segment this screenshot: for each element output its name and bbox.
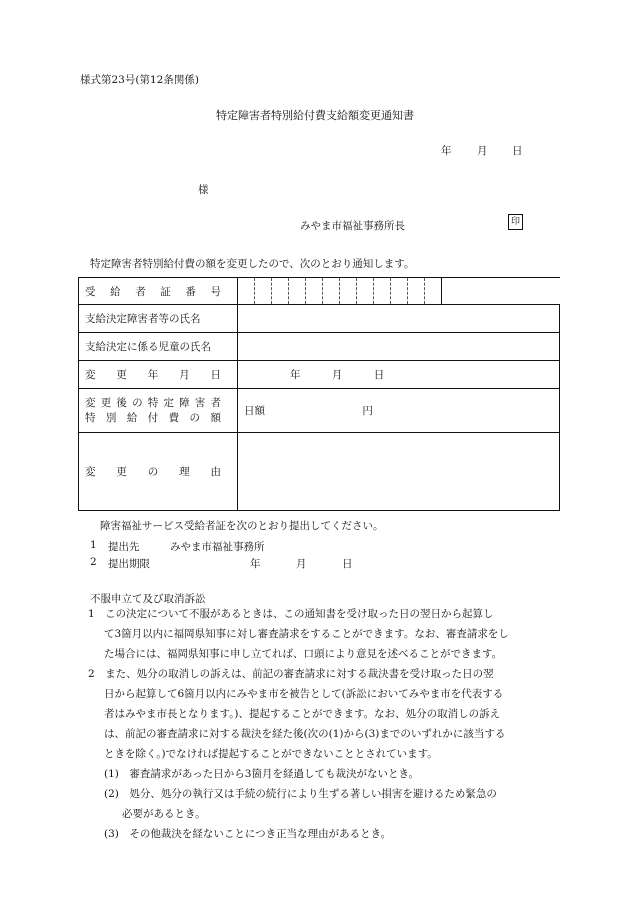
appeal-paragraph-1: 1 この決定について不服があるときは、この通知書を受け取った日の翌日から起算し て3箇月以内に福岡県知事に対し審査請求をすることができます。なお、審査請求をし た場合には、福岡県知事に申し立てれば、口頭により意見を述べることができます。 <box>88 608 509 660</box>
item2-year: 年 <box>250 558 261 570</box>
appeal-paragraph-2: 2 また、処分の取消しの訴えは、前記の審査請求に対する裁決書を受け取った日の翌 日から起算して6箇月以内にみやま市を被告として(訴訟においてみやま市を代表する 者はみやま市長となります。)、提起することができます。なお、処分の取消しの訴え は、前記の審査請求に対する裁決を経た後(次の(1)から(3)までのいずれかに該当する ときを除く。)でなければ提起することができないこととされています。 <box>88 668 506 760</box>
id-digit-box[interactable] <box>391 278 408 304</box>
item1-number: 1 <box>90 539 97 551</box>
id-digit-box[interactable] <box>408 278 425 304</box>
date-month-label: 月 <box>477 145 488 157</box>
id-digit-box[interactable] <box>289 278 306 304</box>
date-day-label: 日 <box>512 145 523 157</box>
reason-label: 変 更 の 理 由 <box>79 433 238 511</box>
item2-number: 2 <box>90 556 97 568</box>
reason-field[interactable] <box>238 433 560 511</box>
issuing-office: みやま市福祉事務所長 <box>300 220 405 232</box>
change-date-field[interactable]: 年 月 日 <box>238 361 560 389</box>
id-digit-box[interactable] <box>374 278 391 304</box>
item2-label: 提出期限 <box>108 558 150 570</box>
child-name-field[interactable] <box>238 333 560 361</box>
id-digit-box[interactable] <box>272 278 289 304</box>
addressee-suffix: 様 <box>198 184 209 196</box>
id-digit-box[interactable] <box>357 278 374 304</box>
person-name-field[interactable] <box>238 305 560 333</box>
seal-mark: 印 <box>508 214 523 230</box>
id-digit-box[interactable] <box>238 278 255 304</box>
id-digit-box[interactable] <box>340 278 357 304</box>
id-digit-box[interactable] <box>306 278 323 304</box>
notice-table <box>78 277 560 511</box>
form-id: 様式第23号(第12条関係) <box>80 74 199 86</box>
date-year-label: 年 <box>441 145 452 157</box>
id-digit-box[interactable] <box>323 278 340 304</box>
person-name-label: 支給決定障害者等の氏名 <box>79 305 238 333</box>
intro-text: 特定障害者特別給付費の額を変更したので、次のとおり通知します。 <box>90 258 415 270</box>
item2-month: 月 <box>296 558 307 570</box>
amount-field[interactable]: 日額 円 <box>238 389 560 433</box>
item1-label: 提出先 <box>108 541 140 553</box>
item1-value: みやま市福祉事務所 <box>170 541 265 553</box>
submission-instruction: 障害福祉サービス受給者証を次のとおり提出してください。 <box>100 520 384 532</box>
appeal-title: 不服申立て及び取消訴訟 <box>90 593 206 605</box>
change-date-label: 変 更 年 月 日 <box>79 361 238 389</box>
amount-label: 変 更 後 の 特 定 障 害 者 特 別 給 付 費 の 額 <box>79 389 238 433</box>
id-digit-box[interactable] <box>255 278 272 304</box>
document-title: 特定障害者特別給付費支給額変更通知書 <box>216 109 414 122</box>
id-digit-box[interactable] <box>425 278 442 304</box>
recipient-id-label: 受 給 者 証 番 号 <box>79 278 238 305</box>
item2-day: 日 <box>342 558 353 570</box>
child-name-label: 支給決定に係る児童の氏名 <box>79 333 238 361</box>
appeal-conditions: (1) 審査請求があった日から3箇月を経過しても裁決がないとき。 (2) 処分、処分の執行又は手続の続行により生ずる著しい損害を避けるため緊急の 必要があるとき。 (3) その他裁決を経ないことにつき正当な理由があるとき。 <box>104 768 497 840</box>
recipient-id-boxes <box>238 278 560 305</box>
